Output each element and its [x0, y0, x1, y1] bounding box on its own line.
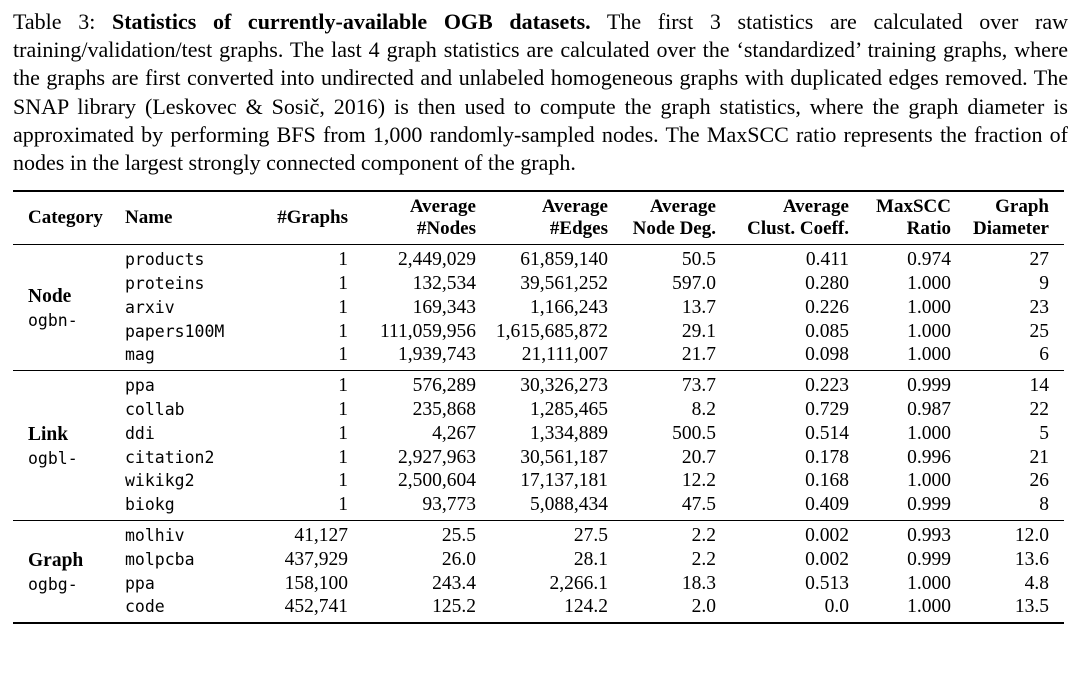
category-cell-link: [13, 371, 117, 521]
category-label: Node: [28, 286, 72, 308]
edges-cell: 17,137,181: [520, 470, 608, 492]
caption-label: Table 3:: [13, 9, 96, 34]
name-cell: ppa: [125, 573, 155, 593]
nodes-cell: 111,059,956: [379, 320, 476, 342]
edges-cell: 1,285,465: [530, 399, 608, 420]
graphs-cell: 1: [338, 422, 348, 444]
nodes-cell: 25.5: [441, 524, 476, 546]
node-deg-cell: 73.7: [681, 375, 716, 397]
clust-coeff-cell: 0.0: [824, 596, 849, 618]
node-deg-cell: 47.5: [681, 494, 716, 516]
table-row: [13, 572, 1064, 596]
graph-diameter-cell: 22: [1029, 399, 1049, 420]
col-header-avg-edges: Average #Edges: [541, 196, 608, 239]
graphs-cell: 1: [338, 273, 348, 295]
col-header-avg-clust-coeff: Average Clust. Coeff.: [747, 196, 849, 239]
edges-cell: 1,615,685,872: [495, 320, 608, 342]
caption-title: Statistics of currently-available OGB datasets.: [111, 9, 591, 34]
maxscc-ratio-cell: 1.000: [907, 470, 951, 492]
node-deg-cell: 20.7: [681, 446, 716, 468]
node-deg-cell: 18.3: [681, 572, 716, 594]
node-deg-cell: 597.0: [672, 273, 716, 295]
name-cell: code: [125, 597, 165, 617]
nodes-cell: 235,868: [412, 399, 476, 420]
table-row: [13, 371, 1064, 398]
clust-coeff-cell: 0.409: [805, 494, 849, 516]
graph-diameter-cell: 13.5: [1014, 596, 1049, 618]
maxscc-ratio-cell: 1.000: [907, 344, 951, 366]
table-row: [13, 520, 1064, 547]
name-cell: collab: [125, 400, 185, 419]
nodes-cell: 93,773: [422, 494, 476, 516]
caption-body: The first 3 statistics are calculated over raw training/validation/test graphs. The last 4 graph statistics are calculated over the ‘standardized’ training graphs, where the graphs are first converted into undirected and unlabeled homogeneous graphs with duplicated edges removed. The SNAP library (Leskovec & Sosič, 2016) is then used to compute the graph statistics, where the graph diameter is approximated by performing BFS from 1,000 randomly-sampled nodes. The MaxSCC ratio represents the fraction of nodes in the largest strongly connected component of the graph.: [13, 9, 1069, 176]
name-cell: ddi: [125, 423, 155, 443]
node-deg-cell: 2.0: [691, 596, 716, 618]
graph-diameter-cell: 25: [1029, 320, 1049, 342]
name-cell: papers100M: [125, 321, 225, 341]
table-row: [13, 343, 1064, 370]
maxscc-ratio-cell: 0.974: [907, 249, 951, 271]
clust-coeff-cell: 0.514: [805, 422, 849, 444]
edges-cell: 1,166,243: [530, 296, 608, 318]
table-row: [13, 469, 1064, 493]
category-prefix: ogbn-: [28, 311, 78, 331]
name-cell: molpcba: [125, 549, 195, 569]
clust-coeff-cell: 0.226: [805, 296, 849, 318]
name-cell: arxiv: [125, 297, 175, 317]
edges-cell: 28.1: [573, 548, 608, 570]
ogb-datasets-table: [13, 190, 1064, 624]
name-cell: molhiv: [125, 525, 185, 545]
name-cell: ppa: [125, 376, 155, 396]
table-row: [13, 245, 1064, 272]
clust-coeff-cell: 0.513: [805, 572, 849, 594]
nodes-cell: 243.4: [432, 572, 476, 594]
edges-cell: 124.2: [564, 596, 608, 618]
maxscc-ratio-cell: 0.996: [907, 446, 951, 468]
graph-diameter-cell: 8: [1039, 494, 1049, 516]
node-deg-cell: 13.7: [681, 296, 716, 318]
col-header-avg-nodes: Average #Nodes: [409, 196, 476, 239]
name-cell: proteins: [125, 274, 205, 294]
group-node: [13, 245, 1064, 371]
clust-coeff-cell: 0.729: [805, 399, 849, 420]
node-deg-cell: 12.2: [681, 470, 716, 492]
node-deg-cell: 29.1: [681, 320, 716, 342]
edges-cell: 39,561,252: [520, 273, 608, 295]
node-deg-cell: 2.2: [691, 548, 716, 570]
nodes-cell: 169,343: [412, 296, 476, 318]
maxscc-ratio-cell: 1.000: [907, 296, 951, 318]
group-graph: [13, 520, 1064, 623]
edges-cell: 21,111,007: [521, 344, 608, 366]
col-header-graph-diameter: Graph Diameter: [973, 196, 1049, 239]
category-label: Graph: [28, 550, 84, 572]
node-deg-cell: 8.2: [691, 399, 716, 420]
clust-coeff-cell: 0.002: [805, 548, 849, 570]
maxscc-ratio-cell: 0.999: [907, 494, 951, 516]
graph-diameter-cell: 9: [1039, 273, 1049, 295]
graphs-cell: 1: [338, 249, 348, 271]
category-cell-graph: [13, 520, 117, 623]
node-deg-cell: 500.5: [672, 422, 716, 444]
table-row: [13, 398, 1064, 422]
table-row: [13, 493, 1064, 520]
clust-coeff-cell: 0.168: [805, 470, 849, 492]
graphs-cell: 437,929: [284, 548, 348, 570]
col-header-category: Category: [28, 206, 103, 228]
nodes-cell: 1,939,743: [398, 344, 476, 366]
graphs-cell: 452,741: [284, 596, 348, 618]
maxscc-ratio-cell: 0.993: [907, 524, 951, 546]
clust-coeff-cell: 0.223: [805, 375, 849, 397]
maxscc-ratio-cell: 1.000: [907, 320, 951, 342]
edges-cell: 30,561,187: [520, 446, 608, 468]
node-deg-cell: 21.7: [681, 344, 716, 366]
graph-diameter-cell: 13.6: [1014, 548, 1049, 570]
graphs-cell: 1: [338, 320, 348, 342]
nodes-cell: 2,500,604: [398, 470, 476, 492]
maxscc-ratio-cell: 0.999: [907, 548, 951, 570]
table-row: [13, 422, 1064, 446]
clust-coeff-cell: 0.411: [805, 249, 849, 271]
graph-diameter-cell: 27: [1029, 249, 1049, 271]
maxscc-ratio-cell: 0.999: [907, 375, 951, 397]
table-caption: [13, 8, 1068, 177]
graph-diameter-cell: 21: [1029, 446, 1049, 468]
clust-coeff-cell: 0.098: [805, 344, 849, 366]
node-deg-cell: 50.5: [681, 249, 716, 271]
nodes-cell: 132,534: [412, 273, 476, 295]
category-prefix: ogbl-: [28, 449, 78, 469]
clust-coeff-cell: 0.280: [805, 273, 849, 295]
name-cell: citation2: [125, 447, 215, 467]
clust-coeff-cell: 0.002: [805, 524, 849, 546]
graphs-cell: 1: [338, 470, 348, 492]
nodes-cell: 2,927,963: [398, 446, 476, 468]
table-row: [13, 548, 1064, 572]
name-cell: wikikg2: [125, 471, 195, 491]
name-cell: biokg: [125, 495, 175, 515]
edges-cell: 2,266.1: [549, 572, 608, 594]
edges-cell: 5,088,434: [530, 494, 608, 516]
graph-diameter-cell: 12.0: [1014, 524, 1049, 546]
table-row: [13, 272, 1064, 296]
edges-cell: 30,326,273: [520, 375, 608, 397]
category-label: Link: [28, 424, 69, 446]
name-cell: mag: [125, 345, 155, 365]
maxscc-ratio-cell: 1.000: [907, 273, 951, 295]
node-deg-cell: 2.2: [691, 524, 716, 546]
maxscc-ratio-cell: 1.000: [907, 422, 951, 444]
graphs-cell: 1: [338, 344, 348, 366]
nodes-cell: 2,449,029: [398, 249, 476, 271]
col-header-maxscc-ratio: MaxSCC Ratio: [876, 196, 951, 239]
graphs-cell: 1: [338, 399, 348, 420]
graph-diameter-cell: 26: [1029, 470, 1049, 492]
nodes-cell: 4,267: [432, 422, 476, 444]
name-cell: products: [125, 250, 205, 270]
graphs-cell: 41,127: [294, 524, 348, 546]
col-header-name: Name: [125, 206, 173, 228]
graphs-cell: 1: [338, 446, 348, 468]
category-cell-node: [13, 245, 117, 371]
edges-cell: 61,859,140: [520, 249, 608, 271]
graph-diameter-cell: 4.8: [1024, 572, 1049, 594]
graphs-cell: 1: [338, 296, 348, 318]
graph-diameter-cell: 14: [1029, 375, 1049, 397]
col-header-avg-node-deg: Average Node Deg.: [632, 196, 716, 239]
col-header-graphs: #Graphs: [277, 206, 348, 228]
group-link: [13, 371, 1064, 521]
graphs-cell: 1: [338, 494, 348, 516]
graphs-cell: 1: [338, 375, 348, 397]
table-header-row: [13, 191, 1064, 245]
table-row: [13, 296, 1064, 320]
clust-coeff-cell: 0.178: [805, 446, 849, 468]
maxscc-ratio-cell: 1.000: [907, 596, 951, 618]
graph-diameter-cell: 5: [1039, 422, 1049, 444]
maxscc-ratio-cell: 0.987: [907, 399, 951, 420]
nodes-cell: 576,289: [412, 375, 476, 397]
table-row: [13, 446, 1064, 470]
graph-diameter-cell: 23: [1029, 296, 1049, 318]
edges-cell: 1,334,889: [530, 422, 608, 444]
nodes-cell: 26.0: [441, 548, 476, 570]
edges-cell: 27.5: [573, 524, 608, 546]
nodes-cell: 125.2: [432, 596, 476, 618]
graphs-cell: 158,100: [284, 572, 348, 594]
table-row: [13, 320, 1064, 344]
clust-coeff-cell: 0.085: [805, 320, 849, 342]
table-row: [13, 595, 1064, 623]
maxscc-ratio-cell: 1.000: [907, 572, 951, 594]
graph-diameter-cell: 6: [1039, 344, 1049, 366]
category-prefix: ogbg-: [28, 575, 78, 595]
